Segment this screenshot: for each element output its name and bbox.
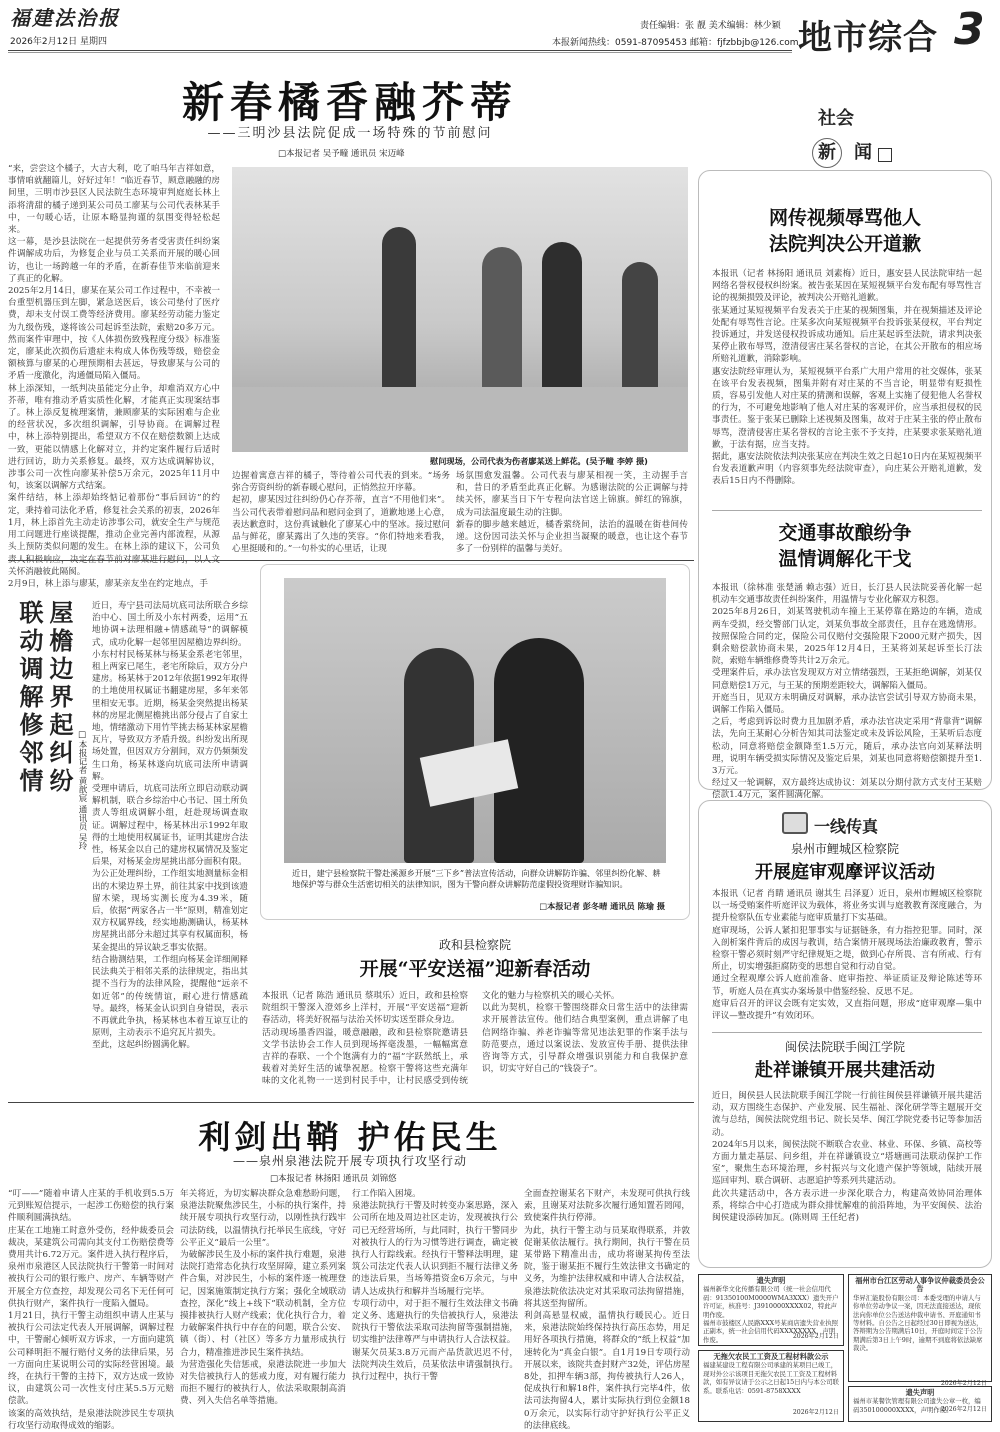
lead-col2: 边握着寓意吉祥的橘子，等待着公司代表的到来。“场务弥合劳资纠纷的新春暖心慰问，正悄然拉开序幕。 起初，廖某因过往纠纷仍心存芥蒂，直言“不用他们来”。当公司代表带着慰问品和慰问金到了，道歉地递上心意，表达歉意时，这份真诚触化了廖某心中的坚冰。接过慰问品与鲜花，廖某露出了久违的笑容。“你们特地来看我，心里挺暖和的。”一句朴实的心里话，让现 bbox=[232, 471, 450, 555]
yixian-a1-body: 本报讯（记者 肖睛 通讯员 谢其生 吕泽夏）近日，泉州市鲤城区检察院以一场受贿案件听庭评议为载体，将业务实训与庭教教育深度融合，为提升检察队伍专业素能与庭审质量打下实基础。 庭审现场，公诉人紧扣犯罪事实与证据链条，有力指控犯罪。同时，深入剖析案件背后的成因与教训，结合案情开展现场法治廉政教育，警示检察干警必须时刻严守纪律规矩之堤，做到心存所畏、言有所戒、行有所止，切实增强拒腐防变的思想自觉和行动自觉。 通过全程观摩公诉人庭前准备、庭审指控、举证质证及辩论陈述等环节，听庭人员在真实办案场景中借鉴经验、反思不足。 庭审后召开的评议会既有定实效，又直指问题，形成“庭审观摩—集中评议—整改提升”有效闭环。 bbox=[712, 889, 982, 1022]
bottom-subtitle: ——泉州泉港法院开展专项执行攻坚行动 bbox=[232, 1154, 467, 1168]
article-r1-title: 网传视频辱骂他人 法院判决公开道歉 bbox=[768, 207, 921, 255]
bottom-title: 利剑出鞘 护佑民生 bbox=[198, 1118, 502, 1156]
side-body: 近日，寿宁县司法局坑底司法所联合乡综治中心、国土所及小东村两委，运用“五地协调+法理相融+情感疏导”的调解模式，成功化解一起邻里因屋檐边界纠纷。 小东村村民杨某林与杨某金系老宅邻里，租上两家已尾生，老宅所除后，双方分户建房。杨某林于2012年依据1992年取得的土地使用权属证书翻建房屋，多年来邻里相安无事。近期，杨某金突然提出杨某林的房屋北侧屋檐挑出部分侵占了自家土地，情绪激动下用竹竿挑去杨某林家屋檐瓦片，导致双方矛盾升级。纠纷发出所现场处置，但因双方分割间，双方仍频频发生口角，杨某林遂向坑底司法所申请调解。 受理申请后，坑底司法所立即启动联动调解机制，联合乡综治中心书记、国土所负责人等组成调解小组，赶赴现场调查取证。调解过程中，杨某林出示1992年取得的土地使用权属证书，证明其建房合法性，杨某金以自己的建房权属情况及鉴定后果，对杨某金房屋挑出部分面积有限。 为公正处理纠纷，工作组实地测量标金相出的木梁边界土界，前往其家中找到该遗留木梁，现场实测长度为4.39米，随后，依据“两家各占一半”原则，精准划定双方权属界线，经实地勘测确认，杨某林房屋挑出部分未超过其享有权属面积，杨某金提出的异议缺乏事实依据。 结合勘测结果，工作组向杨某金详细阐释民法典关于相邻关系的法律规定，指出其提不当行为的法律风险，提醒他“远亲不如近邻”的传统情谊，耐心进行情感疏导。最终，杨某金认识到自身错误，表示不再就此争执，杨某林也本着互谅互让的原则，主动表示不追究瓦片损失。 至此，这起纠纷圆满化解。 bbox=[92, 601, 248, 1051]
tag-left: 新 bbox=[812, 138, 842, 168]
social-news-tag bbox=[808, 100, 898, 168]
lead-col3: 场氛围愈发温馨。公司代表与廖某相视一笑，主动握手言和，昔日的矛盾至此真正化解。为感谢法院的公正调解与持续关怀，廖某当日下午专程向法官送上锦旗。鲜红的锦旗，成为司法温度最生动的注脚。 新春的脚步越来越近，橘香萦绕间，法治的温暖在街巷间传递。这份因司法关怀与企业担当凝聚的暖意，也让这个春节多了一份别样的温馨与美好。 bbox=[456, 471, 688, 555]
bottom-col3: 行工作陷入困境。 泉港法院执行干警及时转变办案思路，深入公司所在地及周边社区走访，发现被执行公司已无经营场所，与此同时，执行干警同步对被执行人的行为习惯等进行调查，确定被执行人行踪线索。经执行干警释法明理，建筑公司法定代表人认识到拒不履行法律义务的违法后果，当场筹措资金6万余元，与申请人达成执行和解并当场履行完毕。 专项行动中，对于拒不履行生效法律文书确定义务、逃避执行的失信被执行人，泉港法院执行干警依法采取司法拘留等强制措施，切实维护法律尊严与申请执行人合法权益。 谢某欠员某3.8万元而产品货款迟迟不付，法院判决生效后，员某依法申请强制执行。执行过程中，执行干警 bbox=[352, 1189, 518, 1383]
ad-date: 2026年2月12日 bbox=[940, 1379, 987, 1387]
page-number: 3 bbox=[954, 4, 985, 55]
ad-title: 遗失声明 bbox=[756, 1276, 786, 1285]
ad-notice-2 bbox=[698, 1350, 844, 1422]
center-photo bbox=[284, 578, 666, 863]
article-c2-title: 开展“平安送福”迎新春活动 bbox=[359, 958, 591, 980]
center-photo-byline: □本报记者 彭冬晴 通讯员 陈瑜 摄 bbox=[539, 901, 665, 911]
article-r2-body: 本报讯（徐林准 张楚涵 赖志强）近日，长汀县人民法院妥善化解一起机动车交通事故责任纠纷案件，用温情与专业化解双方积怨。 2025年8月26日，刘某驾驶机动车撞上王某停靠在路边的车辆，造成两车受损，经交警部门认定，刘某负事故全部责任，且存在逃逸情形。按照保险合同约定，保险公司仅赔付交强险限下2000元财产损失，因剩余赔偿款协商未果，2025年12月4日，王某将刘某起诉至长汀法院，索赔车辆维修费等共计2万余元。 受理案件后，承办法官发现双方对立情绪强烈，王某拒绝调解，刘某仅同意赔偿1万元，与王某的预期差距较大，调解陷入僵局。 开庭当日，见双方未明确反对调解，承办法官尝试引导双方协商未果，调解工作陷入僵局。 之后，考虑到诉讼时费力且加剧矛盾，承办法官决定采用“背靠背”调解法，先向王某耐心分析告知其司法鉴定或未及诉讼风险，王某听后态度松动，同意将赔偿金额降至1.5万元，随后，承办法官向刘某释法明理，说明车辆受损实际情况及鉴定后果，刘某也同意将赔偿额提升至1.3万元。 经过又一轮调解，双方最终达成协议：刘某以分期付款方式支付王某赔偿款1.4万元，案件圆满化解。 bbox=[712, 583, 982, 801]
ad-date: 2026年2月12日 bbox=[792, 1333, 839, 1341]
bottom-col2: 年关将近，为切实解决群众急难愁盼问题，泉港法院聚焦涉民生，小标的执行案件，持续开展专项执行攻坚行动，以刚性执行践牢司法防线，以温情执行托举民生底线，守好公平正义“最后一公里”。 为破解涉民生及小标的案件执行难题，泉港法院打造常态化执行攻坚屏障，建立系列案件合集，对涉民生，小标的案件逐一梳理登记，因案施策制定执行方案；强化全域联动查控，深化“线上+线下”联动机制，全方位摸排被执行人财产线索；优化执行合力，着力破解案件执行中存在的问题，联合公安、镇（街）、村（社区）等多方力量形成执行合力，精准推进涉民生案件执结。 为营造强化失信惩戒，泉港法院进一步加大对失信被执行人的惩戒力度，对有履行能力而拒不履行的被执行人，依法采取限制高消费、列入失信名单等措施。 bbox=[180, 1189, 346, 1407]
hotline: 本报新闻热线：0591-87095453 bbox=[552, 38, 687, 48]
email: 邮箱：fjfzbbjb@126.com bbox=[690, 38, 799, 48]
yixian-label: 一线传真 bbox=[814, 817, 879, 836]
center-photo-caption: 近日，建宁县检察院干警赴溪源乡开展“三下乡”普法宣传活动，向群众讲解防诈骗、邻里纠纷化解、耕地保护等与群众生活密切相关的法律知识，图为干警向群众讲解防范虚假投资理财诈骗知识。 bbox=[292, 868, 661, 889]
article-c2-org: 政和县检察院 bbox=[438, 938, 511, 952]
lead-byline: □本报记者 吴予疃 通讯员 宋迈峰 bbox=[278, 149, 405, 159]
tag-right: 闻 bbox=[854, 142, 872, 163]
side-title: 屋檐边界起纠纷 联动调解修邻情 bbox=[15, 600, 74, 796]
lead-col1: “来，尝尝这个橘子，大吉大利，吃了咱马年吉祥如意，事情咱就翻篇儿，好好过年！”临近春节，顾意融融的房间里，三明市沙县区人民法院生态环境审判庭庭长林上添将清甜的橘子递到某公司员工廖某与公司代表林某手中，一句暖心话，让原本略显拘谨的氛围变得轻松起来。 这一幕，是沙县法院在一起提供劳务者受害责任纠纷案件调解成功后，为修复企业与员工关系而开展的暖心回访，也让一场跨越一年的矛盾，在新春佳节来临前迎来了真正的化解。 2025年2月14日，廖某在某公司工作过程中，不幸被一台重型机器压到左脚，紧急送医后，该公司垫付了医疗费，却未支付误工费等经济费用。廖某经劳动能力鉴定为九级伤残，遂将该公司起诉至法院，索赔20多万元。然而案件审理中，按《人体损伤致残程度分级》标准鉴定，廖某此次损伤后遗症未构成人体伤残等级，赔偿金额核算与廖某的心理预期相去甚远，导致廖某与公司的矛盾一度激化，沟通僵局陷入僵局。 林上添深知，一纸判决虽能定分止争，却难消双方心中芥蒂，唯有推动矛盾实质性化解，才能真正实现案结事了。林上添反复梳理案情，兼顾廖某的实际困难与企业的经营状况，多次组织调解，引导协商。在调解过程中，林上添特别提出，希望双方不仅在赔偿数额上达成一致，更能以情感上化解对立，并约定案件履行后适时进行回访，助力关系修复。最终，双方达成调解协议，涉事公司一次性向廖某补偿5万余元，2025年11月中旬，该案以调解方式结案。 案件结结，林上添却始终惦记着那份“事后回访”的约定，秉持着司法化矛盾，修复社会关系的初衷，2026年1月，林上添首先主动走访涉事公司，就安全生产与规范用工问题进行座谈提醒，推动企业完善内部流程，从源头上预防类似问题的发生。在林上添的建议下，公司负 关怀消融彼此隔阂。 2月9日，林上添与廖某，廖某亲友坐在约定地点，手 bbox=[8, 164, 220, 589]
newspaper-logo: 福建法治报 bbox=[10, 6, 120, 30]
side-byline: □本报记者 黄歆宸 通讯员 吴玲 bbox=[77, 730, 87, 851]
section-title: 地市综合 bbox=[798, 18, 938, 58]
tag-top: 社会 bbox=[818, 108, 854, 129]
ad-body: 福建某建设工程有限公司承建的某项目已竣工，现对外公示该项目无拖欠农民工工资及工程材料款，如有异议请于公示之日起15日内与本公司联系。联系电话：0591-8758XXXX bbox=[703, 1361, 839, 1395]
ad-body: 福州市某餐饮管理有限公司遗失公章一枚，编码350100000XXXX，声明作废。 bbox=[853, 1397, 981, 1414]
article-c2-body: 本报讯（记者 陈浩 通讯员 蔡琪乐）近日，政和县检察院组织干警深入澄郊乡上洋村，开展“平安送福”迎新春活动，将美好祝福与法治关怀切实送至群众身边。 活动现场墨香四溢，暖意融融，政和县检察院邀请县文学书法协会工作人员到现场挥毫泼墨，一幅幅寓意吉祥的春联、一个个饱满有力的“福”字跃然纸上，承载着对美好生活的诚挚祝愿。检察干警将这些充满年味的文化礼物一一送到村民手中，让村民感受到传统文化的魅力与检察机关的暖心关怀。 以此为契机，检察干警围绕群众日常生活中的法律需求开展普法宣传。他们结合典型案例，重点讲解了电信网络诈骗、养老诈骗等常见违法犯罪的作案手法与防范要点，通过以案说法、发放宣传手册、提供法律咨询等方式，引导群众增强识别能力和自我保护意识，切实守好自己的“钱袋子”。 bbox=[262, 991, 688, 1087]
ad-body: 华昇汇能股份有限公司：本委受理的申请人与你单位劳动争议一案，因无法直接送达，现依法向你单位公告送达仲裁申请书、开庭通知书等材料。自公告之日起经过30日即视为送达，答辩期为公告期满后10日，开庭时间定于公告期满后第3日上午9时，逾期不到庭将依法缺席裁决。 bbox=[853, 1293, 983, 1353]
masthead bbox=[0, 0, 1000, 56]
ad-notice-3 bbox=[848, 1274, 992, 1387]
yixian-a1-org: 泉州市鲤城区检察院 bbox=[790, 842, 899, 856]
ad-title: 无拖欠农民工工资及工程材料款公示 bbox=[713, 1352, 829, 1361]
bottom-byline: □本报记者 林扬阳 通讯员 刘锦悠 bbox=[270, 1174, 397, 1184]
photo-table bbox=[232, 387, 688, 452]
lead-title: 新春橘香融芥蒂 bbox=[181, 78, 518, 127]
ad-notice-4 bbox=[848, 1386, 992, 1422]
ad-title: 福州市台江区劳动人事争议仲裁委员会公告 bbox=[855, 1276, 985, 1294]
bottom-col4: 全面查控谢某名下财产，未发现可供执行线索，且谢某对法院多次履行通知置若罔闻，致使案件执行停滞。 为此，执行干警主动与员某取得联系，并敦促谢某依法履行。执行期间，执行干警在员某带路下精准出击，成功将谢某拘传至法院，鉴于谢某拒不履行生效法律文书确定的义务，为维护法律权威和申请人合法权益，泉港法院依法决定对其采取司法拘留措施，将其送至拘留所。 利剑高悬显权威，温情执行暖民心。近日来，泉港法院始终保持执行高压态势，用足用好各项执行措施，将群众的“纸上权益”加速转化为“真金白银”。自1月19日专项行动开展以来，该院共查封财产32处，评估房屋8处，扣押车辆3部，拘传被执行人26人，促成执行和解18件，案件执行完毕4件，依法司法拘留4人，累计实际执行到位金额180万余元，以实际行动守护好执行公平正义的法律底线。 bbox=[524, 1189, 690, 1431]
ad-notice-1 bbox=[698, 1274, 844, 1346]
article-r1-body: 本报讯（记者 林扬阳 通讯员 刘素梅）近日，惠安县人民法院审结一起网络名誉权侵权纠纷案。被告张某因在某短视频平台发布配有辱骂性言论的视频损毁及评论，被判决公开赔礼道歉。 张某通过某短视频平台发表关于庄某的视频图集，并在视频描述及评论处配有辱骂性言论。庄某多次向某短视频平台投诉张某侵权，平台判定投诉通过，并发送侵权投诉成功通知。后庄某起诉至法院，请求判决张某停止散布辱骂，澄清侵害庄某名誉权的言论，在其公开散布的相应场所赔礼道歉，消除影响。 惠安法院经审理认为，某短视频平台系广大用户常用的社交媒体，张某在该平台发表视频，图集并附有对庄某的不当言论，明显带有贬损性质，容易引发他人对庄某的猜测和误解，客观上实施了侵犯他人名誉权的行为，不可避免地影响了他人对庄某的客观评价，应当承担侵权的民事责任。鉴于张某已删除上述视频及图集，故对于庄某主张的停止散布辱骂，澄清侵害庄某名誉权的言论主张不予支持，庄某要求张某赔礼道歉，于法有据，应当支持。 据此，惠安法院依法判决张某应在判决生效之日起10日内在某短视频平台发表道歉声明（内容须事先经法院审查），向庄某公开赔礼道歉，发表后15日内不得删除。 bbox=[712, 269, 982, 487]
tag-box bbox=[878, 148, 892, 162]
yixian-a2-title: 赴祥谦镇开展共建活动 bbox=[755, 1060, 935, 1081]
editors-line: 责任编辑：张 靓 美术编辑：林少颖 bbox=[640, 21, 781, 31]
photo-figure bbox=[622, 262, 658, 402]
masthead-rule bbox=[8, 50, 792, 51]
lead-photo bbox=[232, 167, 688, 452]
ad-body: 福州新华文化传播有限公司（统一社会信用代码：91350100M0000WMA3XXX）遗失开户许可证，核准号：J3910000XXXX02，特此声明作废。 福州市鼓楼区人民路XXX号某商店遗失营业执照正副本，统一社会信用代码XXXXXXXX，声明作废。 bbox=[703, 1285, 839, 1344]
photo-figure bbox=[482, 247, 522, 407]
photo-figure bbox=[382, 227, 416, 407]
lead-subtitle: ——三明沙县法院促成一场特殊的节前慰问 bbox=[207, 126, 493, 141]
ad-date: 2026年2月12日 bbox=[940, 1406, 987, 1414]
yixian-a2-org: 闽侯法院联手闽江学院 bbox=[784, 1040, 905, 1054]
side-body-tail bbox=[8, 1030, 252, 1031]
bottom-col1: “叮——”随着申请人庄某的手机收到5.5万元到账短信提示，一起涉工伤赔偿的执行案件顺利圆满执结。 庄某在工地施工时意外受伤，经仲裁委员会裁决，某建筑公司需向其支付工伤赔偿费等费用共计6.72万元。案件进入执行程序后，泉州市泉港区人民法院执行干警第一时间对被执行公司的银行账户、房产、车辆等财产开展全方位查控，却发现公司名下无任何可供执行财产，案件执行一度陷入僵局。 1月21日，执行干警主动组织申请人庄某与被执行公司法定代表人开展调解，调解过程中，干警耐心倾听双方诉求，一方面向建筑公司释明拒不履行赔付义务的法律后果，另一方面向庄某说明公司的实际经营困境。最终，在执行干警的主持下，双方达成一致协议，由建筑公司一次性支付庄某5.5万元赔偿款。 该案的高效执结，是泉港法院涉民生专项执行攻坚行动取得成效的缩影。 bbox=[8, 1189, 174, 1431]
fax-icon bbox=[782, 812, 808, 834]
yixian-a2-body: 近日，闽侯县人民法院联手闽江学院一行前往闽侯县祥谦镇开展共建活动，双方围绕生态保护、产业发展、民生福祉、深化研学等主题展开交流与总结，闽侯法院党组书记、院长吴华、闽江学院党委书记等参加活动。 2024年5月以来，闽侯法院不断联合农业、林业、环保、乡镇、高校等方面力量走基层、问乡组，并在祥谦镇设立“塔塘画司法联动保护工作室”，聚焦生态环境治理，乡村振兴与文化遗产保护等领域，陆续开展巡回审判、联合调研、志愿追护等系列共建活动。 此次共建活动中，各方表示进一步深化联合力，构建高效协同治理体系，将综合中心打造成为群众排忧解难的前沿阵地，为平安闽侯、法治闽侯建设添砖加瓦。(陈则周 王任纪者) bbox=[712, 1091, 982, 1224]
ad-date: 2026年2月12日 bbox=[792, 1409, 839, 1417]
yixian-a1-title: 开展庭审观摩评议活动 bbox=[755, 862, 935, 883]
article-r2-title: 交通事故酿纷争 温情调解化干戈 bbox=[778, 522, 912, 570]
ad-title: 遗失声明 bbox=[905, 1388, 935, 1397]
lead-photo-caption: 慰问现场，公司代表为伤者廖某送上鲜花。(吴予疃 李婷 摄) bbox=[430, 456, 648, 466]
issue-date: 2026年2月12日 星期四 bbox=[10, 37, 107, 47]
